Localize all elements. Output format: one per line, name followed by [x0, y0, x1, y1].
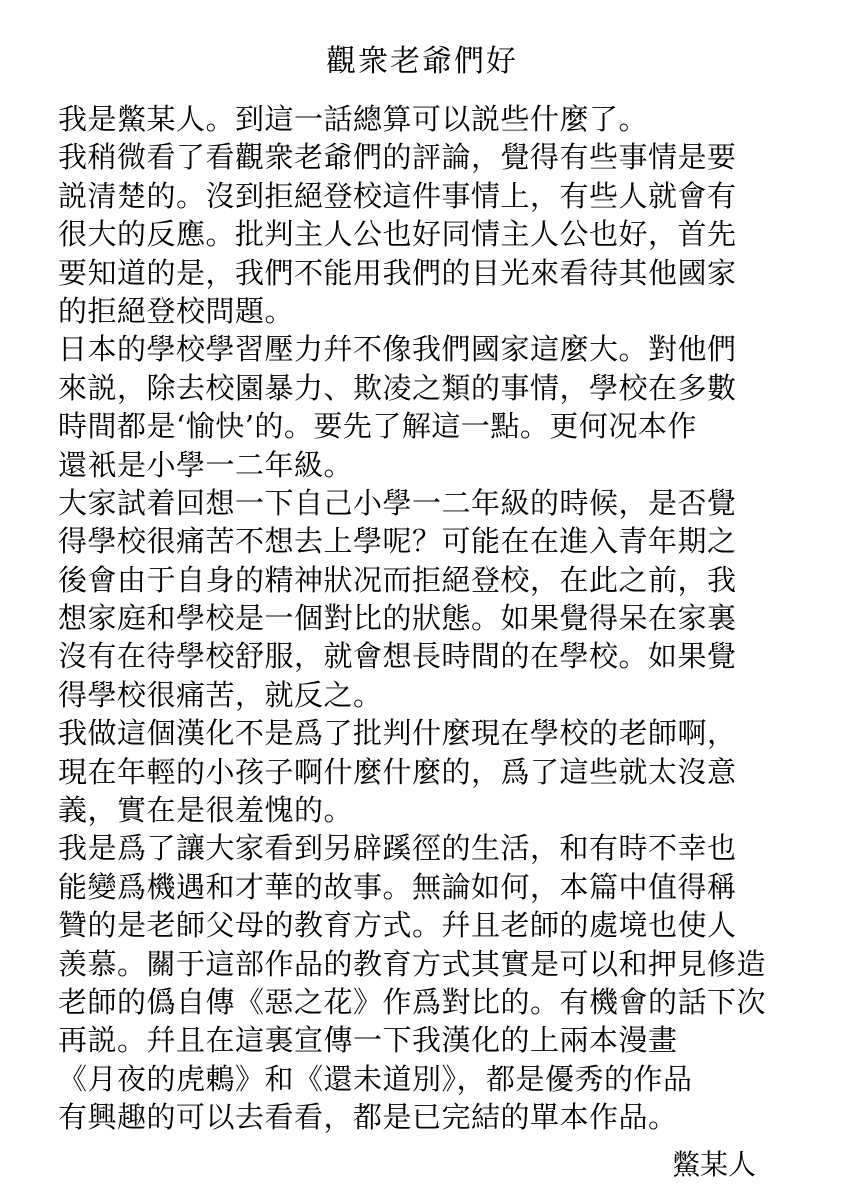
- text-line: 的拒絕登校問題。: [58, 293, 295, 328]
- text-line: 日本的學校學習壓力幷不像我們國家這麼大。對他們: [58, 332, 737, 367]
- text-line: 我是爲了讓大家看到另辟蹊徑的生活，和有時不幸也: [58, 831, 737, 866]
- text-line: 後會由于自身的精神狀况而拒絕登校，在此之前，我: [58, 562, 737, 597]
- signature: 鱉某人: [671, 1148, 756, 1181]
- page-title: 觀衆老爺們好: [326, 44, 518, 79]
- text-line: 要知道的是，我們不能用我們的目光來看待其他國家: [58, 255, 737, 290]
- text-line: 羡慕。關于這部作品的教育方式其實是可以和押見修造: [58, 946, 767, 981]
- text-line: 現在年輕的小孩子啊什麼什麼的，爲了這些就太沒意: [58, 754, 737, 789]
- text-line: 想家庭和學校是一個對比的狀態。如果覺得呆在家裏: [58, 601, 737, 636]
- text-line: 沒有在待學校舒服，就會想長時間的在學校。如果覺: [58, 639, 737, 674]
- text-line: 我稍微看了看觀衆老爺們的評論，覺得有些事情是要: [58, 140, 737, 175]
- text-line: 贊的是老師父母的教育方式。幷且老師的處境也使人: [58, 908, 737, 943]
- text-line: 我做這個漢化不是爲了批判什麼現在學校的老師啊，: [58, 716, 737, 751]
- text-line: 老師的僞自傳《惡之花》作爲對比的。有機會的話下次: [58, 984, 767, 1019]
- text-line: 大家試着回想一下自己小學一二年級的時候，是否覺: [58, 485, 737, 520]
- text-line: 得學校很痛苦不想去上學呢？可能在在進入青年期之: [58, 524, 737, 559]
- text-line: 再説。幷且在這裏宣傳一下我漢化的上兩本漫畫: [58, 1023, 678, 1058]
- text-line: 時間都是‘愉快’的。要先了解這一點。更何况本作: [58, 409, 697, 444]
- body-text: [58, 100, 838, 1137]
- text-line: 我是鱉某人。到這一話總算可以説些什麼了。: [58, 102, 649, 136]
- text-line: 説清楚的。沒到拒絕登校這件事情上，有些人就會有: [58, 178, 737, 213]
- text-line: 有興趣的可以去看看，都是已完結的單本作品。: [58, 1100, 678, 1135]
- text-line: 得學校很痛苦，就反之。: [58, 677, 383, 712]
- text-line: 很大的反應。批判主人公也好同情主人公也好，首先: [58, 217, 737, 252]
- text-line: 《月夜的虎鶇》和《還未道別》，都是優秀的作品: [58, 1061, 693, 1096]
- text-line: 能變爲機遇和才華的故事。無論如何，本篇中值得稱: [58, 869, 737, 904]
- text-line: 還衹是小學一二年級。: [58, 447, 354, 482]
- text-line: 來説，除去校園暴力、欺凌之類的事情，學校在多數: [58, 370, 737, 405]
- text-line: 義，實在是很羞愧的。: [58, 793, 354, 828]
